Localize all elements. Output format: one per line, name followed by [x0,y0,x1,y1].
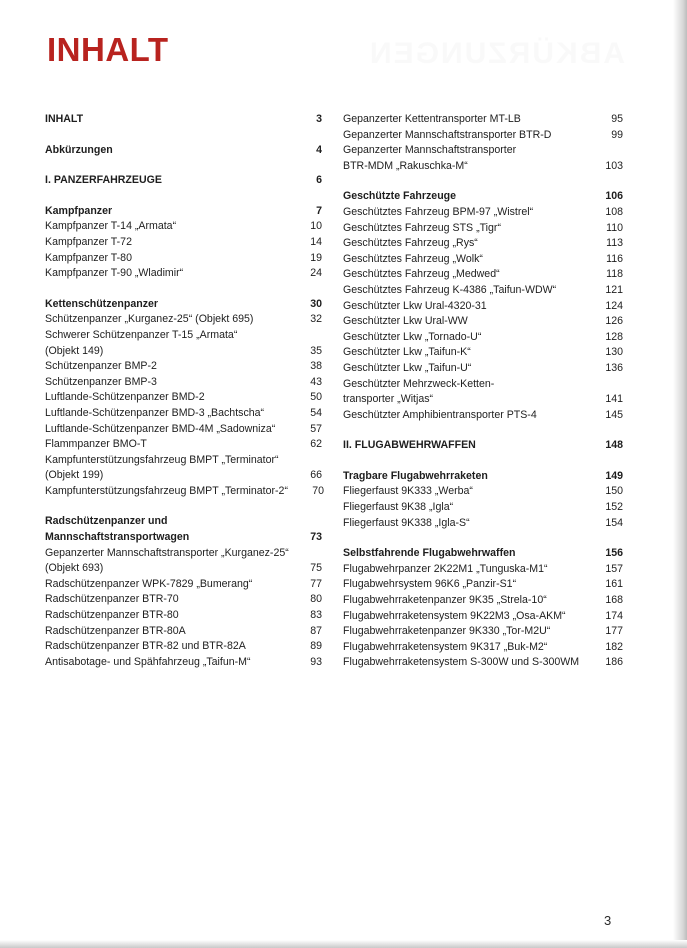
toc-entry-page: 161 [605,578,623,591]
toc-entry-title: Mannschaftstransportwagen [45,531,190,544]
toc-entry-page: 7 [316,204,322,217]
toc-entry-page: 89 [310,640,322,653]
page-bottom-edge [0,940,687,948]
toc-entry-title: Gepanzerter Mannschaftstransporter „Kurganez-25“ [45,546,289,559]
toc-entry-title: Flugabwehrraketensystem S-300W und S-300WM [343,656,580,669]
toc-entry[interactable] [45,437,322,453]
toc-entry[interactable] [45,312,322,328]
toc-entry[interactable] [343,330,623,346]
toc-entry[interactable] [45,639,322,655]
toc-entry-page: 150 [605,485,623,498]
toc-part-heading[interactable] [45,173,322,189]
toc-entry-title: Radschützenpanzer und [45,515,168,528]
toc-entry-title: Geschütztes Fahrzeug K-4386 „Taifun-WDW“ [343,283,557,296]
toc-entry-page: 93 [310,655,322,668]
toc-entry[interactable] [343,345,623,361]
toc-entry-page: 110 [606,221,623,234]
toc-entry[interactable] [343,624,623,640]
toc-entry-page: 62 [310,438,322,451]
toc-entry-title: Flugabwehrsystem 96K6 „Panzir-S1“ [343,578,517,591]
toc-entry[interactable] [343,283,623,299]
toc-entry-page: 14 [310,235,322,248]
toc-entry[interactable] [343,640,623,656]
toc-entry-page: 99 [611,128,623,141]
toc-entry-title: Tragbare Flugabwehrraketen [343,469,488,482]
toc-entry-page: 106 [605,190,623,203]
toc-entry-title: Kampfpanzer T-90 „Wladimir“ [45,267,184,280]
toc-entry-page: 121 [605,283,623,296]
toc-entry-page: 103 [605,159,623,172]
toc-entry-title: Radschützenpanzer BTR-80 [45,609,179,622]
toc-entry[interactable] [45,235,322,251]
toc-entry-page: 10 [310,220,322,233]
toc-entry[interactable] [45,112,322,128]
toc-section-heading[interactable] [343,546,623,562]
toc-entry-title: Geschütztes Fahrzeug „Rys“ [343,237,478,250]
toc-entry-title: Schwerer Schützenpanzer T-15 „Armata“ [45,328,238,341]
toc-entry-page: 83 [310,609,322,622]
toc-entry-page: 177 [605,625,623,638]
toc-entry-page: 149 [605,469,623,482]
toc-entry[interactable] [343,516,623,532]
toc-entry-title: Flugabwehrraketenpanzer 9K35 „Strela-10“ [343,594,547,607]
toc-entry[interactable] [45,468,322,484]
toc-entry-title: Geschütztes Fahrzeug „Wolk“ [343,252,483,265]
toc-entry-page: 130 [605,346,623,359]
toc-entry-page: 24 [310,267,322,280]
toc-entry-title: Fliegerfaust 9K333 „Werba“ [343,485,473,498]
toc-entry-page: 113 [606,237,623,250]
toc-entry[interactable] [45,561,322,577]
toc-entry-title: Antisabotage- und Spähfahrzeug „Taifun-M“ [45,655,251,668]
toc-entry-title: Geschützte Fahrzeuge [343,190,457,203]
toc-entry-title: Kampfpanzer T-72 [45,235,132,248]
toc-entry[interactable] [45,266,322,282]
toc-entry-title: Luftlande-Schützenpanzer BMD-2 [45,391,205,404]
toc-entry-page: 154 [605,516,623,529]
toc-entry-title: Radschützenpanzer BTR-80A [45,624,186,637]
toc-entry[interactable] [343,377,623,393]
toc-entry-title: Fliegerfaust 9K38 „Igla“ [343,501,454,514]
page-edge-shadow [673,0,687,948]
toc-entry[interactable] [343,252,623,268]
toc-entry-page: 116 [606,252,623,265]
toc-entry-title: Flugabwehrraketensystem 9K317 „Buk-M2“ [343,640,548,653]
toc-entry-page: 19 [310,251,322,264]
toc-entry-title: BTR-MDM „Rakuschka-M“ [343,159,468,172]
toc-entry-page: 108 [605,205,623,218]
toc-entry[interactable] [343,159,623,175]
toc-entry-title: Fliegerfaust 9K338 „Igla-S“ [343,516,470,529]
toc-entry-title: (Objekt 149) [45,344,104,357]
toc-entry-title: Radschützenpanzer BTR-70 [45,593,179,606]
toc-entry-title: transporter „Witjas“ [343,393,434,406]
toc-entry-title: Geschützter Mehrzweck-Ketten- [343,377,495,390]
toc-section-heading[interactable] [343,189,623,205]
toc-entry-title: I. PANZERFAHRZEUGE [45,174,162,187]
toc-entry-title: Geschützter Lkw „Taifun-U“ [343,361,472,374]
toc-entry[interactable] [343,562,623,578]
toc-entry-title: Schützenpanzer „Kurganez-25“ (Objekt 695) [45,313,254,326]
toc-entry-title: Kampfunterstützungsfahrzeug BMPT „Terminator-2“ [45,484,288,497]
toc-entry-title: Geschützter Lkw Ural-WW [343,315,468,328]
toc-section-heading[interactable] [45,204,322,220]
toc-entry[interactable] [45,546,322,562]
toc-entry[interactable] [343,577,623,593]
toc-entry-title: Kettenschützenpanzer [45,297,159,310]
toc-entry-title: Radschützenpanzer BTR-82 und BTR-82A [45,640,246,653]
toc-entry-page: 50 [310,391,322,404]
toc-entry-title: Selbstfahrende Flugabwehrwaffen [343,547,516,560]
toc-section-heading[interactable] [45,297,322,313]
toc-entry[interactable] [343,361,623,377]
toc-entry-title: INHALT [45,113,84,125]
toc-entry[interactable] [343,655,623,671]
toc-entry-page: 95 [611,113,623,125]
toc-entry[interactable] [343,221,623,237]
toc-entry-page: 57 [310,422,322,435]
toc-entry-title: Geschütztes Fahrzeug „Medwed“ [343,268,500,281]
toc-entry-title: Geschützter Lkw „Tornado-U“ [343,330,482,343]
toc-entry-page: 136 [605,361,623,374]
toc-entry[interactable] [45,592,322,608]
toc-entry-title: Kampfpanzer [45,204,113,217]
toc-section-heading[interactable] [45,514,322,530]
toc-left-column [45,112,322,670]
toc-entry-title: Radschützenpanzer WPK-7829 „Bumerang“ [45,577,253,590]
toc-entry-title: Kampfpanzer T-80 [45,251,132,264]
toc-entry-title: Flugabwehrraketenpanzer 9K330 „Tor-M2U“ [343,625,551,638]
toc-entry-title: Schützenpanzer BMP-2 [45,360,157,373]
toc-entry-title: (Objekt 693) [45,562,104,575]
toc-entry-page: 38 [310,360,322,373]
toc-entry[interactable] [343,484,623,500]
toc-entry[interactable] [45,328,322,344]
toc-section-heading[interactable] [343,469,623,485]
toc-entry-title: Luftlande-Schützenpanzer BMD-4M „Sadowniza“ [45,422,276,435]
toc-entry-page: 35 [310,344,322,357]
toc-entry-title: Geschütztes Fahrzeug BPM-97 „Wistrel“ [343,205,534,218]
toc-entry-page: 75 [310,562,322,575]
toc-entry-page: 30 [310,297,322,310]
toc-entry[interactable] [45,406,322,422]
toc-entry[interactable] [45,359,322,375]
toc-entry-page: 118 [606,268,623,281]
page-number: 3 [604,913,612,928]
toc-entry-page: 80 [310,593,322,606]
toc-entry-page: 124 [605,299,623,312]
toc-entry[interactable] [45,624,322,640]
toc-entry-title: Geschütztes Fahrzeug STS „Tigr“ [343,221,501,234]
toc-entry[interactable] [45,390,322,406]
toc-entry[interactable] [45,422,322,438]
toc-entry-title: Gepanzerter Mannschaftstransporter BTR-D [343,128,552,141]
toc-entry-title: Gepanzerter Mannschaftstransporter [343,144,517,157]
toc-entry[interactable] [343,128,623,144]
toc-entry[interactable] [343,392,623,408]
toc-entry-title: Flammpanzer BMO-T [45,438,147,451]
toc-entry-title: Gepanzerter Kettentransporter MT-LB [343,113,521,125]
toc-entry[interactable] [45,484,322,500]
toc-entry-page: 4 [316,143,322,156]
toc-entry-title: II. FLUGABWEHRWAFFEN [343,439,476,452]
toc-entry-page: 174 [605,609,623,622]
toc-entry-page: 77 [310,577,322,590]
toc-entry-page: 182 [605,640,623,653]
toc-entry-page: 66 [310,469,322,482]
toc-entry-title: Geschützter Lkw „Taifun-K“ [343,346,471,359]
toc-entry[interactable] [343,314,623,330]
toc-entry[interactable] [343,236,623,252]
toc-entry-page: 141 [605,393,623,406]
toc-entry[interactable] [343,593,623,609]
toc-entry[interactable] [45,453,322,469]
toc-entry[interactable] [343,500,623,516]
toc-entry-title: (Objekt 199) [45,469,104,482]
toc-right-column [343,112,623,671]
toc-entry[interactable] [45,219,322,235]
page-title: INHALT [47,31,169,68]
toc-entry-page: 87 [310,624,322,637]
toc-entry-page: 3 [316,113,322,125]
toc-part-heading[interactable] [343,438,623,454]
toc-entry-page: 128 [605,330,623,343]
toc-entry-title: Schützenpanzer BMP-3 [45,375,157,388]
toc-entry-page: 43 [310,375,322,388]
toc-entry-page: 54 [310,406,322,419]
toc-entry[interactable] [45,608,322,624]
toc-entry-page: 152 [605,501,623,514]
toc-entry[interactable] [45,375,322,391]
toc-entry-title: Geschützter Amphibientransporter PTS-4 [343,408,537,421]
toc-entry[interactable] [45,143,322,159]
toc-entry-page: 157 [605,562,623,575]
toc-entry-title: Kampfpanzer T-14 „Armata“ [45,220,177,233]
toc-entry-title: Flugabwehrraketensystem 9K22M3 „Osa-AKM“ [343,609,566,622]
toc-entry[interactable] [343,609,623,625]
toc-entry[interactable] [45,577,322,593]
toc-entry-page: 156 [605,547,623,560]
toc-entry-title: Kampfunterstützungsfahrzeug BMPT „Terminator“ [45,453,279,466]
toc-entry-title: Luftlande-Schützenpanzer BMD-3 „Bachtscha“ [45,406,265,419]
toc-entry-page: 126 [605,315,623,328]
show-through-heading: ABKÜRZUNGEN [368,37,625,70]
toc-entry[interactable] [45,655,322,671]
toc-entry[interactable] [343,299,623,315]
toc-entry-page: 145 [605,408,623,421]
toc-entry-page: 32 [310,313,322,326]
toc-entry-title: Geschützter Lkw Ural-4320-31 [343,299,487,312]
toc-entry[interactable] [343,205,623,221]
toc-entry-title: Abkürzungen [45,143,113,156]
toc-entry-page: 73 [310,531,322,544]
toc-entry[interactable] [343,408,623,424]
toc-entry-page: 6 [316,174,322,187]
toc-entry[interactable] [45,251,322,267]
toc-entry[interactable] [343,267,623,283]
toc-entry[interactable] [343,112,623,128]
toc-entry-page: 168 [605,594,623,607]
toc-entry-page: 148 [605,439,623,452]
toc-entry-page: 186 [605,656,623,669]
toc-section-heading[interactable] [45,530,322,546]
toc-entry-title: Flugabwehrpanzer 2K22M1 „Tunguska-M1“ [343,562,548,575]
toc-entry[interactable] [45,344,322,360]
toc-entry-page: 70 [312,484,324,497]
toc-entry[interactable] [343,143,623,159]
